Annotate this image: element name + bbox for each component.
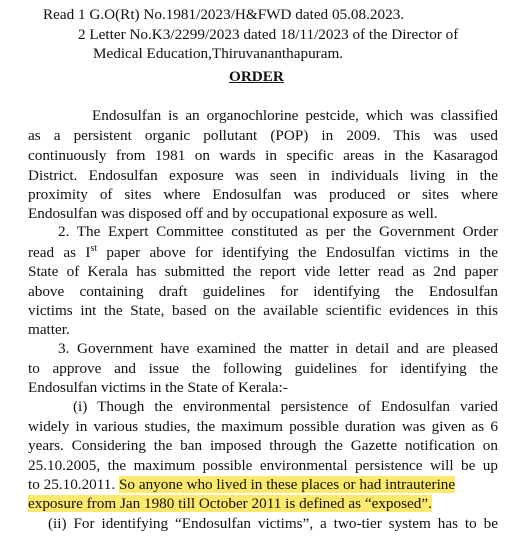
item2-line-1: (ii) For identifying “Endosulfan victims”, a two-tier system has to be: [48, 515, 498, 532]
para1-line-5: proximity of sites where Endosulfan was produced or sites where: [28, 186, 498, 203]
item1-line-2: widely in various studies, the maximum possible duration was given as 6: [28, 418, 498, 435]
item1-line-5-text: to 25.10.2011. So anyone who lived in these places or had intrauterine: [28, 476, 456, 493]
highlighted-text-2: exposure from Jan 1980 till October 2011 is defined as “exposed”.: [28, 495, 432, 512]
item1-line-6: [28, 494, 432, 513]
reference-2-line-1: 2 Letter No.K3/2299/2023 dated 18/11/2023 of the Director of: [78, 26, 459, 43]
para1-line-1: Endosulfan is an organochlorine pestcide, which was classified: [92, 107, 498, 124]
item1-line-4: 25.10.2005, the maximum possible environmental persistence will be up: [28, 457, 498, 474]
reference-1: Read 1 G.O(Rt) No.1981/2023/H&FWD dated 05.08.2023.: [43, 6, 405, 23]
para3-line-3: Endosulfan victims in the State of Kerala:-: [28, 379, 288, 396]
para2-line-2: read as Ist paper above for identifying the Endosulfan victims in the: [28, 243, 498, 261]
item1-line-3: years. Considering the ban imposed through the Gazette notification on: [28, 437, 498, 454]
para1-line-3: continuously from 1981 on wards in specific areas in the Kasaragod: [28, 147, 498, 164]
para3-line-2: to approve and issue the following guidelines for identifying the: [28, 360, 498, 377]
reference-2-line-2: Medical Education,Thiruvananthapuram.: [93, 45, 344, 62]
para2-line-1: 2. The Expert Committee constituted as per the Government Order: [58, 223, 498, 240]
para3-line-1: 3. Government have examined the matter in detail and are pleased: [58, 340, 498, 357]
item1-line-1: (i) Though the environmental persistence of Endosulfan varied: [73, 398, 498, 415]
highlighted-text-1: So anyone who lived in these places or had intrauterine: [118, 476, 456, 493]
para1-line-4: District. Endosulfan exposure was seen in individuals living in the: [28, 167, 498, 184]
para1-line-2: as a persistent organic pollutant (POP) in 2009. This was used: [28, 127, 498, 144]
order-title: ORDER: [229, 68, 284, 85]
para2-line-5: victims int the State, based on the available scientific evidences in this: [28, 302, 498, 319]
para2-line-3: State of Kerala has submitted the report vide letter read as 2nd paper: [28, 263, 498, 280]
para1-line-6: Endosulfan was disposed off and by occupational exposure as well.: [28, 205, 438, 222]
para2-line-6: matter.: [28, 321, 70, 338]
para2-line-4: above containing draft guidelines for identifying the Endosulfan: [28, 283, 498, 300]
